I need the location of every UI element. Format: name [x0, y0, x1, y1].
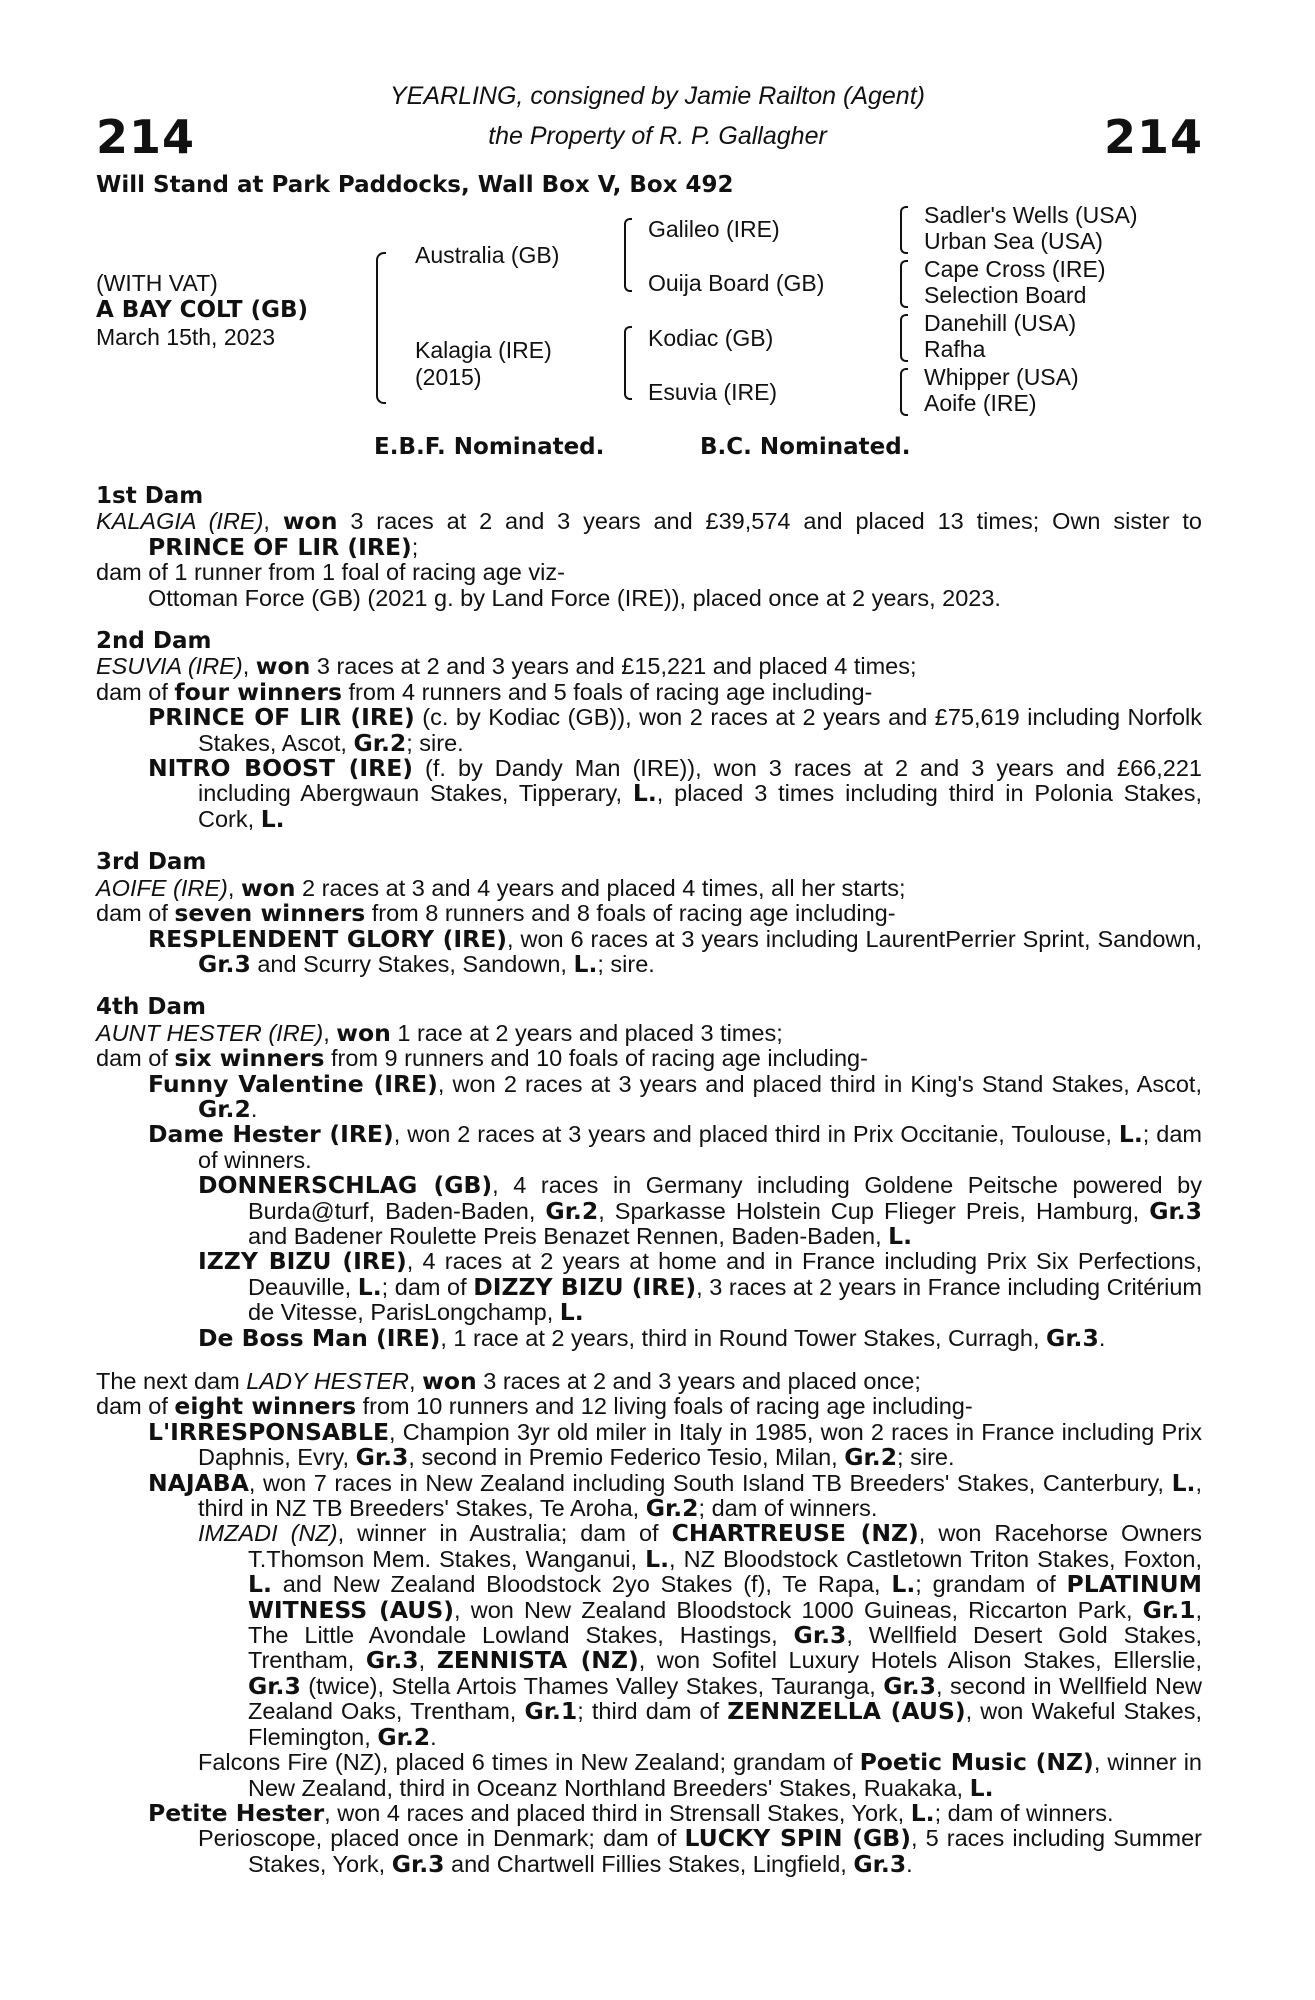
next-dam-record: The next dam LADY HESTER, won 3 races at 2 and 3 years and placed once;	[96, 1367, 921, 1395]
lot-number-right: 214	[1103, 110, 1203, 164]
catalogue-body	[96, 484, 1202, 1877]
horse-name: A BAY COLT (GB)	[96, 297, 309, 323]
ggp-6: Rafha	[924, 336, 986, 362]
ggp-5: Danehill (USA)	[924, 310, 1077, 336]
vat-note: (WITH VAT)	[96, 270, 218, 296]
grandproduce-entry: De Boss Man (IRE), 1 race at 2 years, third in Round Tower Stakes, Curragh, Gr.3.	[198, 1323, 1106, 1352]
section-heading: 3rd Dam	[96, 849, 207, 876]
foaling-date: March 15th, 2023	[96, 324, 276, 350]
ggp-1: Sadler's Wells (USA)	[924, 202, 1138, 228]
grandproduce-entry: IZZY BIZU (IRE), 4 races at 2 years at home and in France including Prix Six Perfections, Deauville, L.; dam of DIZZY BIZU (IRE), 3 races at 2 years in France including Critérium de Vitesse, ParisLongchamp, L.	[198, 1247, 1202, 1327]
stall-location: Will Stand at Park Paddocks, Wall Box V, Box 492	[96, 172, 734, 198]
sire-sire: Galileo (IRE)	[648, 216, 780, 242]
property-line: the Property of R. P. Gallagher	[488, 122, 827, 150]
grandproduce-entry: Falcons Fire (NZ), placed 6 times in New Zealand; grandam of Poetic Music (NZ), winner in New Zealand, third in Oceanz Northland Breeders' Stakes, Ruakaka, L.	[198, 1748, 1202, 1802]
produce-entry: RESPLENDENT GLORY (IRE), won 6 races at 3 years including LaurentPerrier Sprint, Sandown, Gr.3 and Scurry Stakes, Sandown, L.; sire.	[148, 924, 1202, 978]
brace-g4	[900, 368, 908, 416]
sire: Australia (GB)	[415, 242, 560, 268]
consignor-line: YEARLING, consigned by Jamie Railton (Agent)	[390, 82, 925, 110]
dam-produce-intro: dam of six winners from 9 runners and 10 foals of racing age including-	[96, 1044, 868, 1073]
grandproduce-entry: DONNERSCHLAG (GB), 4 races in Germany including Goldene Peitsche powered by Burda@turf, Baden-Baden, Gr.2, Sparkasse Holstein Cup Flieger Preis, Hamburg, Gr.3 and Badener Roulette Preis Benazet Rennen, Baden-Baden, L.	[198, 1171, 1202, 1250]
dam-produce-intro: dam of seven winners from 8 runners and 8 foals of racing age including-	[96, 899, 896, 928]
brace-g3	[900, 314, 908, 362]
dam-record: KALAGIA (IRE), won 3 races at 2 and 3 years and £39,574 and placed 13 times; Own sister to PRINCE OF LIR (IRE);	[96, 507, 1203, 561]
produce-entry: Funny Valentine (IRE), won 2 races at 3 years and placed third in King's Stand Stakes, Ascot, Gr.2.	[148, 1069, 1202, 1123]
dam-record: AUNT HESTER (IRE), won 1 race at 2 years and placed 3 times;	[96, 1018, 783, 1047]
ggp-7: Whipper (USA)	[924, 364, 1079, 390]
produce-entry: PRINCE OF LIR (IRE) (c. by Kodiac (GB)), won 2 races at 2 years and £75,619 including Norfolk Stakes, Ascot, Gr.2; sire.	[148, 703, 1202, 757]
brace-sire-dam	[376, 252, 386, 404]
section-heading: 1st Dam	[96, 483, 204, 509]
brace-g1	[900, 206, 908, 254]
brace-sire-parents	[624, 218, 632, 292]
produce-entry: NAJABA, won 7 races in New Zealand including South Island TB Breeders' Stakes, Canterbury, L., third in NZ TB Breeders' Stakes, Te Aroha, Gr.2; dam of winners.	[148, 1468, 1202, 1523]
dam-sire: Kodiac (GB)	[648, 325, 774, 351]
produce-entry: L'IRRESPONSABLE, Champion 3yr old miler in Italy in 1985, won 2 races in France including Prix Daphnis, Evry, Gr.3, second in Premio Federico Tesio, Milan, Gr.2; sire.	[148, 1417, 1202, 1472]
ggp-2: Urban Sea (USA)	[924, 228, 1103, 254]
dam-record: AOIFE (IRE), won 2 races at 3 and 4 years and placed 4 times, all her starts;	[96, 873, 906, 902]
produce-entry: Dame Hester (IRE), won 2 races at 3 years and placed third in Prix Occitanie, Toulouse, L.; dam of winners.	[148, 1120, 1202, 1173]
sire-dam: Ouija Board (GB)	[648, 270, 825, 296]
grandproduce-entry: IMZADI (NZ), winner in Australia; dam of CHARTREUSE (NZ), won Racehorse Owners T.Thomson Mem. Stakes, Wanganui, L., NZ Bloodstock Castletown Triton Stakes, Foxton, L. and New Zealand Bloodstock 2yo Stakes (f), Te Rapa, L.; grandam of PLATINUM WITNESS (AUS), won New Zealand Bloodstock 1000 Guineas, Riccarton Park, Gr.1, The Little Avondale Lowland Stakes, Hastings, Gr.3, Wellfield Desert Gold Stakes, Trentham, Gr.3, ZENNISTA (NZ), won Sofitel Luxury Hotels Alison Stakes, Ellerslie, Gr.3 (twice), Stella Artois Thames Valley Stakes, Tauranga, Gr.3, second in Wellfield New Zealand Oaks, Trentham, Gr.1; third dam of ZENNZELLA (AUS), won Wakeful Stakes, Flemington, Gr.2.	[198, 1519, 1203, 1751]
ebf-nomination: E.B.F. Nominated.	[374, 434, 605, 460]
dam-year: (2015)	[415, 364, 482, 390]
lot-number-left: 214	[96, 110, 196, 164]
dam: Kalagia (IRE)	[415, 337, 552, 363]
brace-g2	[900, 260, 908, 308]
bc-nomination: B.C. Nominated.	[700, 434, 911, 460]
dam-record: ESUVIA (IRE), won 3 races at 2 and 3 years and £15,221 and placed 4 times;	[96, 652, 917, 681]
produce-entry: NITRO BOOST (IRE) (f. by Dandy Man (IRE)), won 3 races at 2 and 3 years and £66,221 including Abergwaun Stakes, Tipperary, L., placed 3 times including third in Polonia Stakes, Cork, L.	[148, 754, 1202, 833]
ggp-3: Cape Cross (IRE)	[924, 256, 1106, 282]
brace-dam-parents	[624, 326, 632, 400]
dam-produce-intro: dam of four winners from 4 runners and 5 foals of racing age including-	[96, 677, 873, 706]
grandproduce-entry: Perioscope, placed once in Denmark; dam of LUCKY SPIN (GB), 5 races including Summer Stakes, York, Gr.3 and Chartwell Fillies Stakes, Lingfield, Gr.3.	[198, 1824, 1203, 1878]
dam-produce-intro: dam of 1 runner from 1 foal of racing age viz-	[96, 559, 565, 586]
ggp-4: Selection Board	[924, 282, 1087, 308]
section-heading: 2nd Dam	[96, 628, 212, 655]
produce-entry: Ottoman Force (GB) (2021 g. by Land Force (IRE)), placed once at 2 years, 2023.	[148, 584, 1001, 611]
ggp-8: Aoife (IRE)	[924, 390, 1037, 416]
dam-produce-intro: dam of eight winners from 10 runners and 12 living foals of racing age including-	[96, 1392, 973, 1421]
produce-entry: Petite Hester, won 4 races and placed third in Strensall Stakes, York, L.; dam of winners.	[148, 1798, 1114, 1827]
section-heading: 4th Dam	[96, 994, 206, 1021]
dam-dam: Esuvia (IRE)	[648, 379, 778, 405]
